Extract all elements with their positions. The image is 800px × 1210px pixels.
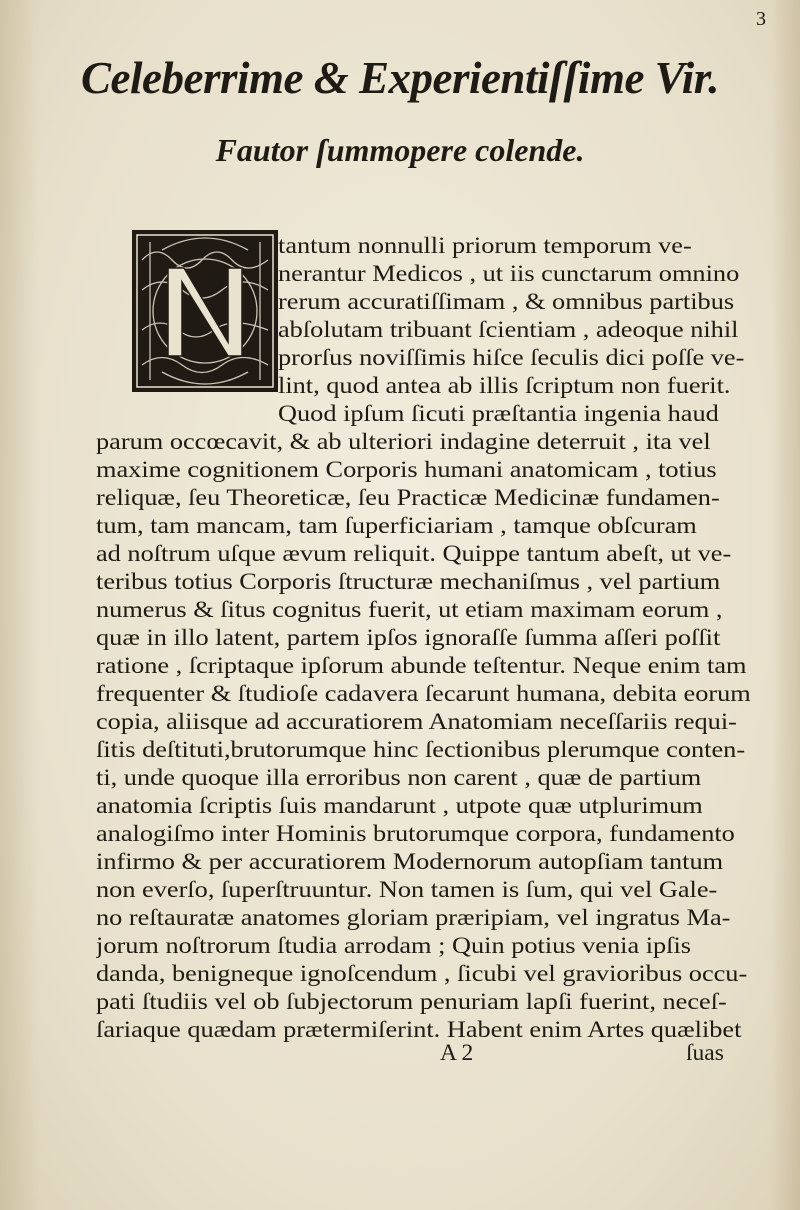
catchword: ſuas [686,1040,724,1066]
text-line: tantum nonnulli priorum temporum ve- [278,233,692,259]
text-line: parum occœcavit, & ab ulteriori indagine deterruit , ita vel [96,429,711,455]
text-line: abſolutam tribuant ſcientiam , adeoque nihil [278,317,739,343]
dedication-subtitle: Fautor ſummopere colende. [215,132,585,168]
dedication-title: Celeberrime & Experientiſſime Vir. [81,53,719,103]
text-line: infirmo & per accuratiorem Modernorum autopſiam tantum [96,849,724,875]
text-line: non everſo, ſuperſtruuntur. Non tamen is ſum, qui vel Gale- [96,877,718,903]
page-edge-left [0,0,40,1210]
text-line: jorum noſtrorum ſtudia arrodam ; Quin potius venia ipſis [96,933,692,959]
text-line: maxime cognitionem Corporis humani anatomicam , totius [96,457,717,483]
text-line: ſariaque quædam prætermiſerint. Habent enim Artes quælibet [96,1017,742,1043]
text-line: ratione , ſcriptaque ipſorum abunde teſtentur. Neque enim tam [96,653,747,679]
text-line: ti, unde quoque illa erroribus non carent , quæ de partium [96,765,702,791]
text-line: copia, aliisque ad accuratiorem Anatomiam neceſſariis requi- [96,709,737,735]
text-line: prorſus noviſſimis hiſce ſeculis dici poſſe ve- [278,345,745,371]
text-line: analogiſmo inter Hominis brutorumque corpora, fundamento [96,821,735,847]
text-line: danda, benigneque ignoſcendum , ſicubi vel gravioribus occu- [96,961,748,987]
text-line: frequenter & ſtudioſe cadavera ſecarunt humana, debita eorum [96,681,751,707]
text-line: Quod ipſum ſicuti præſtantia ingenia haud [278,401,719,427]
text-line: nerantur Medicos , ut iis cunctarum omnino [278,261,740,287]
text-line: lint, quod antea ab illis ſcriptum non fuerit. [278,373,731,399]
text-line: teribus totius Corporis ſtructuræ mechaniſmus , vel partium [96,569,721,595]
signature-mark: A 2 [440,1040,474,1066]
text-line: ſitis deſtituti,brutorumque hinc ſectionibus plerumque conten- [96,737,746,763]
decorated-initial-n [132,230,278,392]
text-line: no reſtauratæ anatomes gloriam præripiam, vel ingratus Ma- [96,905,731,931]
text-line: numerus & ſitus cognitus fuerit, ut etiam maximam eorum , [96,597,723,623]
text-line: rerum accuratiſſimam , & omnibus partibus [278,289,735,315]
text-line: pati ſtudiis vel ob ſubjectorum penuriam lapſi fuerint, neceſ- [96,989,727,1015]
text-line: quæ in illo latent, partem ipſos ignoraſſe ſumma aſſeri poſſit [96,625,721,651]
page-number: 3 [756,8,766,30]
text-line: ad noſtrum uſque ævum reliquit. Quippe tantum abeſt, ut ve- [96,541,732,567]
text-line: reliquæ, ſeu Theoreticæ, ſeu Practicæ Medicinæ fundamen- [96,485,720,511]
text-line: tum, tam mancam, tam ſuperficiariam , tamque obſcuram [96,513,697,539]
text-line: anatomia ſcriptis ſuis mandarunt , utpote quæ utplurimum [96,793,703,819]
